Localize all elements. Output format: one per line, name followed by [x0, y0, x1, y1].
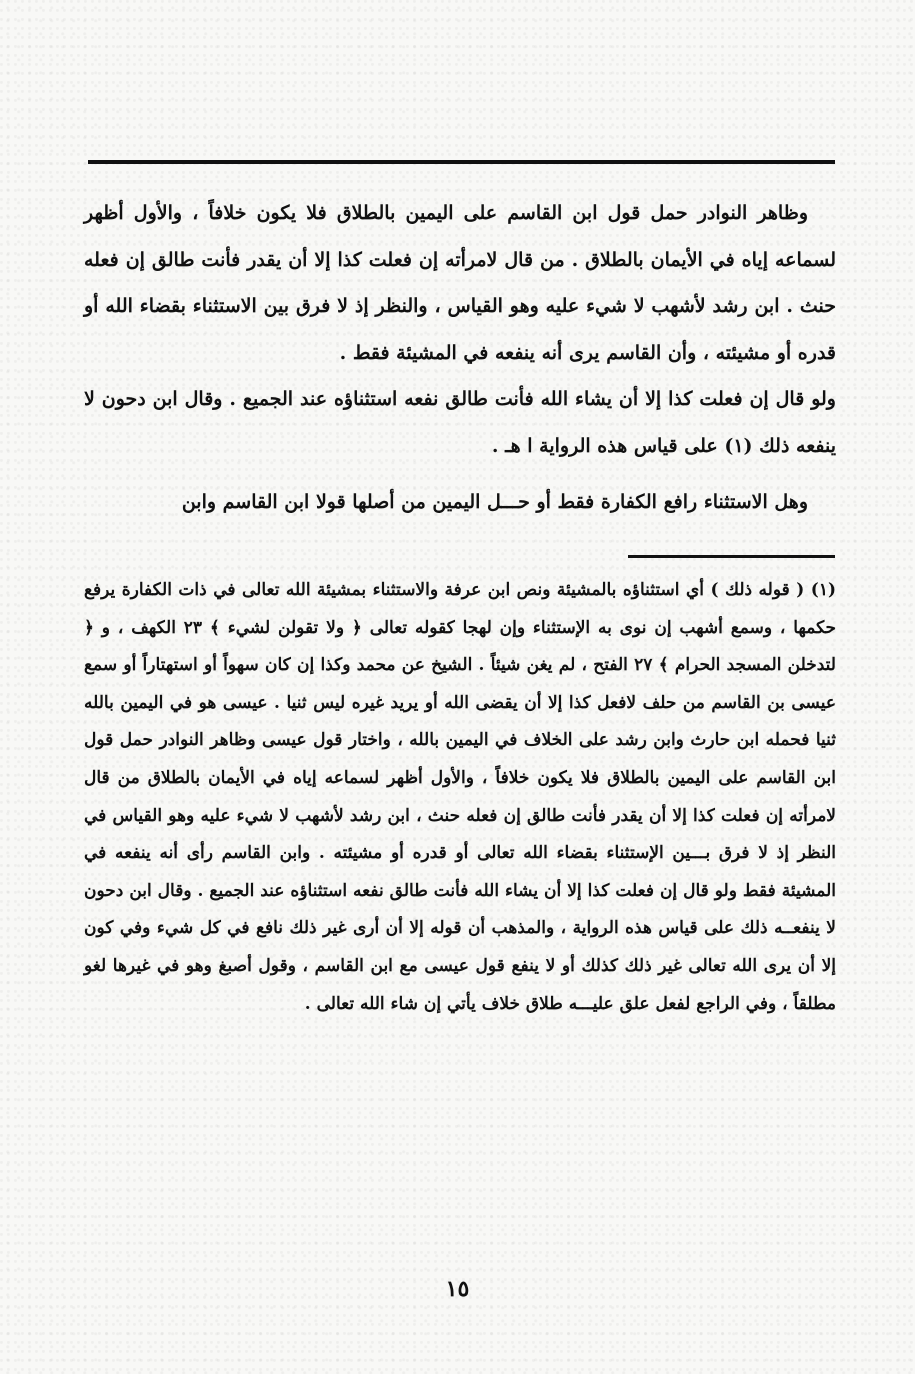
main-paragraph-1: وظاهر النوادر حمل قول ابن القاسم على اليمين بالطلاق فلا يكون خلافاً ، والأول أظهر لسماعه إياه في الأيمان بالطلاق . من قال لامرأته إن فعلت كذا إلا أن يقدر فأنت طالق إن فعله حنث . ابن رشد لأشهب لا شيء عليه وهو القياس ، والنظر إذ لا فرق بين الاستثناء بقضاء الله أو قدره أو مشيئته ، وأن القاسم يرى أنه ينفعه في المشيئة فقط .: [84, 202, 836, 364]
top-rule: [88, 160, 835, 164]
footnote-text: (١) ( قوله ذلك ) أي استثناؤه بالمشيئة ونص ابن عرفة والاستثناء بمشيئة الله تعالى في ذات الكفارة يرفع حكمها ، وسمع أشهب إن نوى به الإستثناء وإن لهجا كقوله تعالى ﴿ ولا تقولن لشيء ﴾ ٢٣ الكهف ، و ﴿ لتدخلن المسجد الحرام ﴾ ٢٧ الفتح ، لم يغن شيئاً . الشيخ عن محمد وكذا إن كان سهواً أو استهتاراً أو سمع عيسى بن القاسم من حلف لافعل كذا إلا أن يقضى الله أو يريد غيره ليس ثنيا . عيسى هو في اليمين بالله ثنيا فحمله ابن حارث وابن رشد على الخلاف في اليمين بالله ، واختار قول عيسى وظاهر النوادر حمل قول ابن القاسم على اليمين بالطلاق فلا يكون خلافاً ، والأول أظهر لسماعه إياه في الأيمان بالطلاق من قال لامرأته إن فعلت كذا إلا أن يقدر فأنت طالق إن فعله حنث ، ابن رشد لأشهب لا شيء عليه وهو القياس في النظر إذ لا فرق بـــين الإستثناء بقضاء الله تعالى أو قدره أو مشيئته . وابن القاسم رأى أنه ينفعه في المشيئة فقط ولو قال إن فعلت كذا إلا أن يشاء الله فأنت طالق نفعه استثناؤه عند الجميع . وقال ابن دحون لا ينفعــه ذلك على قياس هذه الرواية ، والمذهب أن قوله إلا أن أرى غير ذلك نافع في كل شيء وفي كون إلا أن يرى الله تعالى غير ذلك كذلك أو لا ينفع قول عيسى مع ابن القاسم ، وقول أصبغ وهو في غيرها لغو مطلقاً ، وفي الراجع لفعل علق عليـــه طلاق خلاف يأتي إن شاء الله تعالى .: [84, 580, 837, 1014]
main-text: [84, 190, 836, 526]
main-paragraph-3: وهل الاستثناء رافع الكفارة فقط أو حـــل اليمين من أصلها قولا ابن القاسم وابن: [181, 491, 808, 513]
page-number: ١٥: [445, 1276, 470, 1302]
footnote: [84, 572, 836, 1023]
main-paragraph-2: ولو قال إن فعلت كذا إلا أن يشاء الله فأنت طالق نفعه استثناؤه عند الجميع . وقال ابن دحون لا ينفعه ذلك (١) على قياس هذه الرواية ا هـ .: [84, 388, 836, 457]
footnote-separator: [628, 555, 835, 558]
